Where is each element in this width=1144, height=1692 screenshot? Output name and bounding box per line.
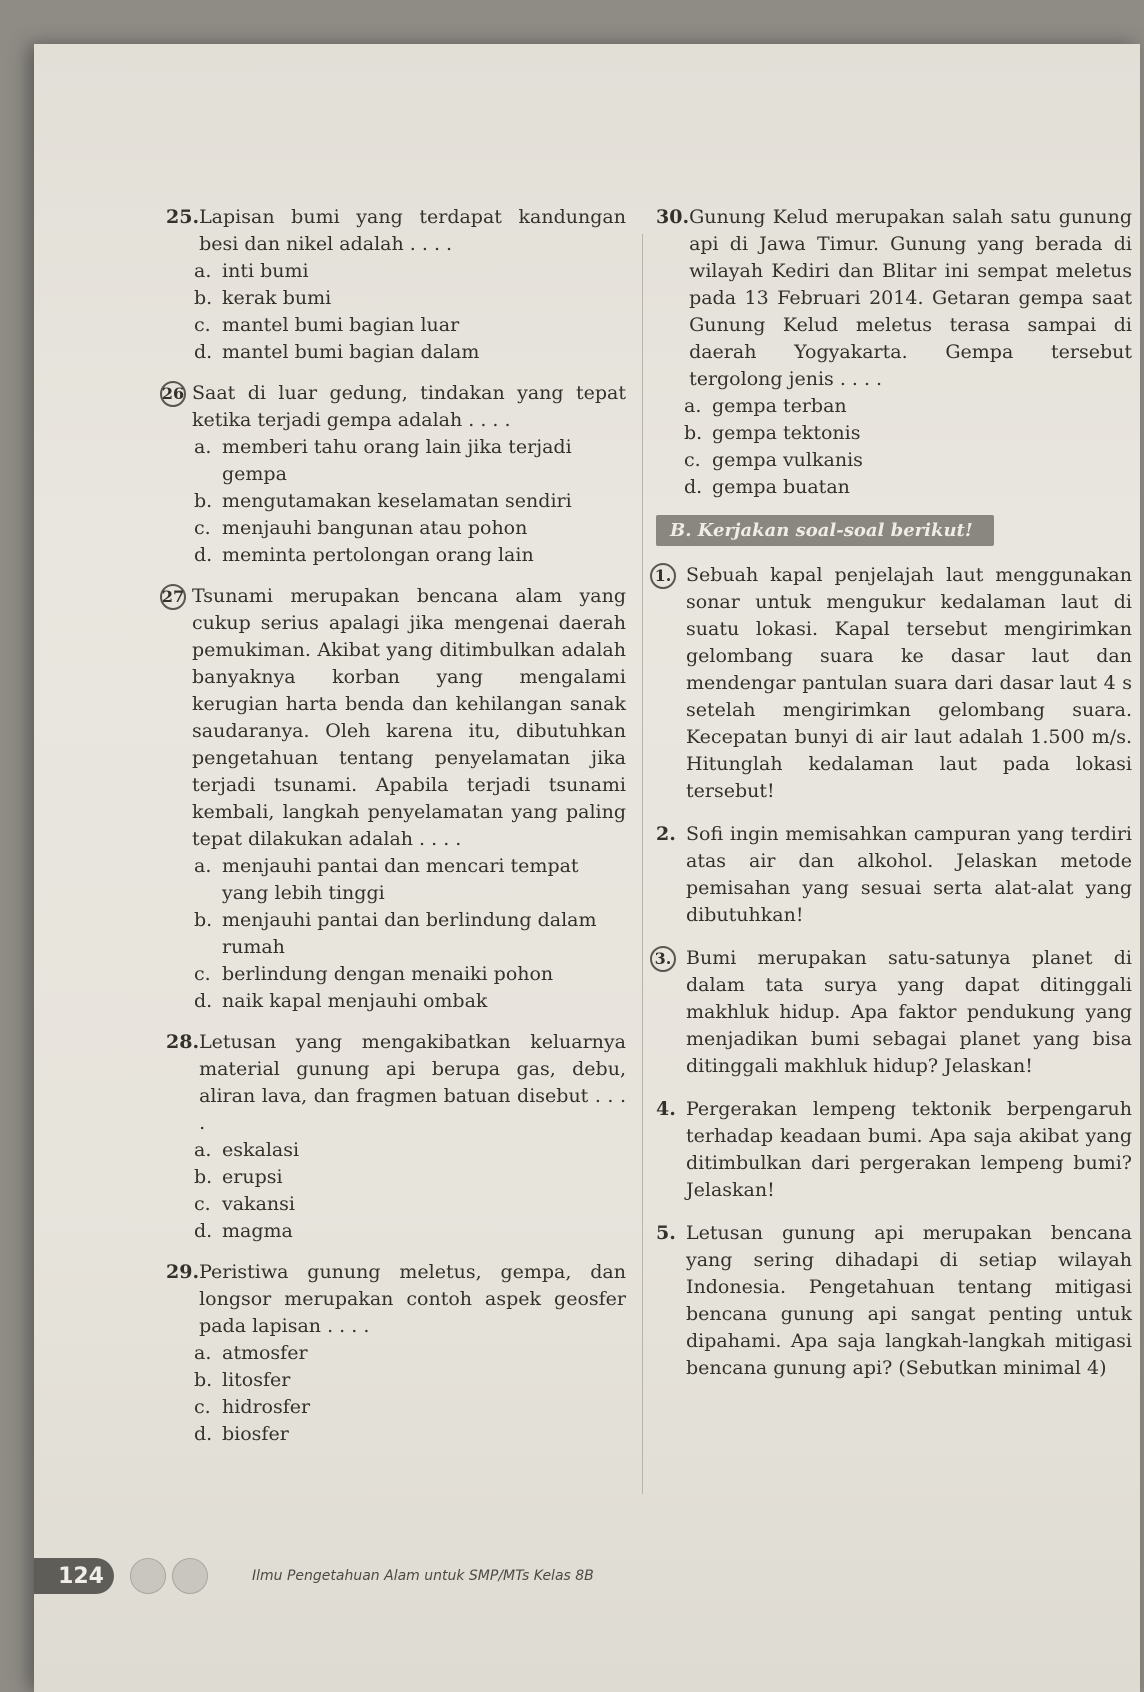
option-c: c. menjauhi bangunan atau pohon [194,517,528,539]
column-divider [642,234,643,1494]
question-30 [656,204,1132,501]
option-b: b. gempa tektonis [684,422,861,444]
essay-question-3 [656,945,1132,1080]
essay-question-1 [656,562,1132,805]
hots-marker-circle: 27 [160,584,186,610]
book-page [34,44,1140,1692]
option-d: d. meminta pertolongan orang lain [194,544,534,566]
essay-number: 5. [656,1222,676,1244]
essay-text: Sofi ingin memisahkan campuran yang terdiri atas air dan alkohol. Jelaskan metode pemisahan yang sesuai serta alat-alat yang dibutuhkan! [686,823,1132,926]
essay-number: 4. [656,1098,676,1120]
question-text: Saat di luar gedung, tindakan yang tepat ketika terjadi gempa adalah . . . . [192,382,626,431]
hots-marker-circle: 26 [160,381,186,407]
question-text: Letusan yang mengakibatkan keluarnya material gunung api berupa gas, debu, aliran lava, dan fragmen batuan disebut . . . . [199,1031,626,1134]
option-d: d. gempa buatan [684,476,850,498]
option-d: d. naik kapal menjauhi ombak [194,990,488,1012]
option-c: c. berlindung dengan menaiki pohon [194,963,554,985]
hots-marker-circle: 3. [650,946,676,972]
essay-text: Bumi merupakan satu-satunya planet di dalam tata surya yang dapat ditinggali makhluk hidup. Apa faktor pendukung yang menjadikan bumi sebagai planet yang bisa ditinggali makhluk hidup? Jelaskan! [686,947,1132,1077]
essay-text: Sebuah kapal penjelajah laut menggunakan sonar untuk mengukur kedalaman laut di suatu lokasi. Kapal tersebut mengirimkan gelombang suara ke dasar laut dan mendengar pantulan suara dari dasar laut 4 s setelah mengirimkan gelombang suara. Kecepatan bunyi di air laut adalah 1.500 m/s. Hitunglah kedalaman laut pada lokasi tersebut! [686,564,1132,802]
option-b: b. menjauhi pantai dan berlindung dalam rumah [194,909,597,958]
option-d: d. mantel bumi bagian dalam [194,341,480,363]
decorative-circle-icon [130,1558,166,1594]
essay-text: Letusan gunung api merupakan bencana yang sering dihadapi di setiap wilayah Indonesia. Pengetahuan tentang mitigasi bencana gunung api sangat penting untuk dipahami. Apa saja langkah-langkah mitigasi bencana gunung api? (Sebutkan minimal 4) [686,1222,1132,1379]
section-b-heading: B. Kerjakan soal-soal berikut! [656,515,994,546]
decorative-circle-icon [172,1558,208,1594]
essay-number: 2. [656,823,676,845]
option-b: b. kerak bumi [194,287,332,309]
option-b: b. mengutamakan keselamatan sendiri [194,490,572,512]
question-text: Tsunami merupakan bencana alam yang cukup serius apalagi jika mengenai daerah pemukiman. Akibat yang ditimbulkan adalah banyaknya korban yang mengalami kerugian harta benda dan kehilangan sanak saudaranya. Oleh karena itu, dibutuhkan pengetahuan tentang penyelamatan jika terjadi tsunami. Apabila terjadi tsunami kembali, langkah penyelamatan yang paling tepat dilakukan adalah . . . . [192,585,626,850]
page-footer [34,1554,734,1604]
option-a: a. atmosfer [194,1342,308,1364]
question-25 [166,204,626,366]
option-d: d. magma [194,1220,293,1242]
question-number: 28. [166,1031,200,1053]
question-26 [161,380,626,569]
option-a: a. eskalasi [194,1139,300,1161]
question-number: 25. [166,206,200,228]
right-column [656,204,1132,1398]
essay-question-5 [656,1220,1132,1382]
option-c: c. mantel bumi bagian luar [194,314,460,336]
option-a: a. gempa terban [684,395,847,417]
option-a: a. menjauhi pantai dan mencari tempat yang lebih tinggi [194,855,579,904]
option-c: c. gempa vulkanis [684,449,863,471]
option-b: b. litosfer [194,1369,291,1391]
essay-question-4 [656,1096,1132,1204]
left-column [161,204,626,1462]
question-number: 30. [656,206,690,228]
option-b: b. erupsi [194,1166,283,1188]
option-a: a. inti bumi [194,260,309,282]
question-27 [161,583,626,1015]
question-number: 29. [166,1261,200,1283]
question-29 [166,1259,626,1448]
option-a: a. memberi tahu orang lain jika terjadi gempa [194,436,572,485]
question-text: Lapisan bumi yang terdapat kandungan besi dan nikel adalah . . . . [199,206,626,255]
essay-text: Pergerakan lempeng tektonik berpengaruh terhadap keadaan bumi. Apa saja akibat yang ditimbulkan dari pergerakan lempeng bumi? Jelaskan! [686,1098,1132,1201]
page-number: 124 [34,1558,114,1594]
question-text: Gunung Kelud merupakan salah satu gunung api di Jawa Timur. Gunung yang berada di wilayah Kediri dan Blitar ini sempat meletus pada 13 Februari 2014. Getaran gempa saat Gunung Kelud meletus terasa sampai di daerah Yogyakarta. Gempa tersebut tergolong jenis . . . . [689,206,1132,390]
hots-marker-circle: 1. [650,563,676,589]
essay-question-2 [656,821,1132,929]
question-text: Peristiwa gunung meletus, gempa, dan longsor merupakan contoh aspek geosfer pada lapisan . . . . [199,1261,626,1337]
question-28 [166,1029,626,1245]
option-d: d. biosfer [194,1423,289,1445]
book-title: Ilmu Pengetahuan Alam untuk SMP/MTs Kelas 8B [252,1568,594,1584]
option-c: c. hidrosfer [194,1396,311,1418]
option-c: c. vakansi [194,1193,295,1215]
